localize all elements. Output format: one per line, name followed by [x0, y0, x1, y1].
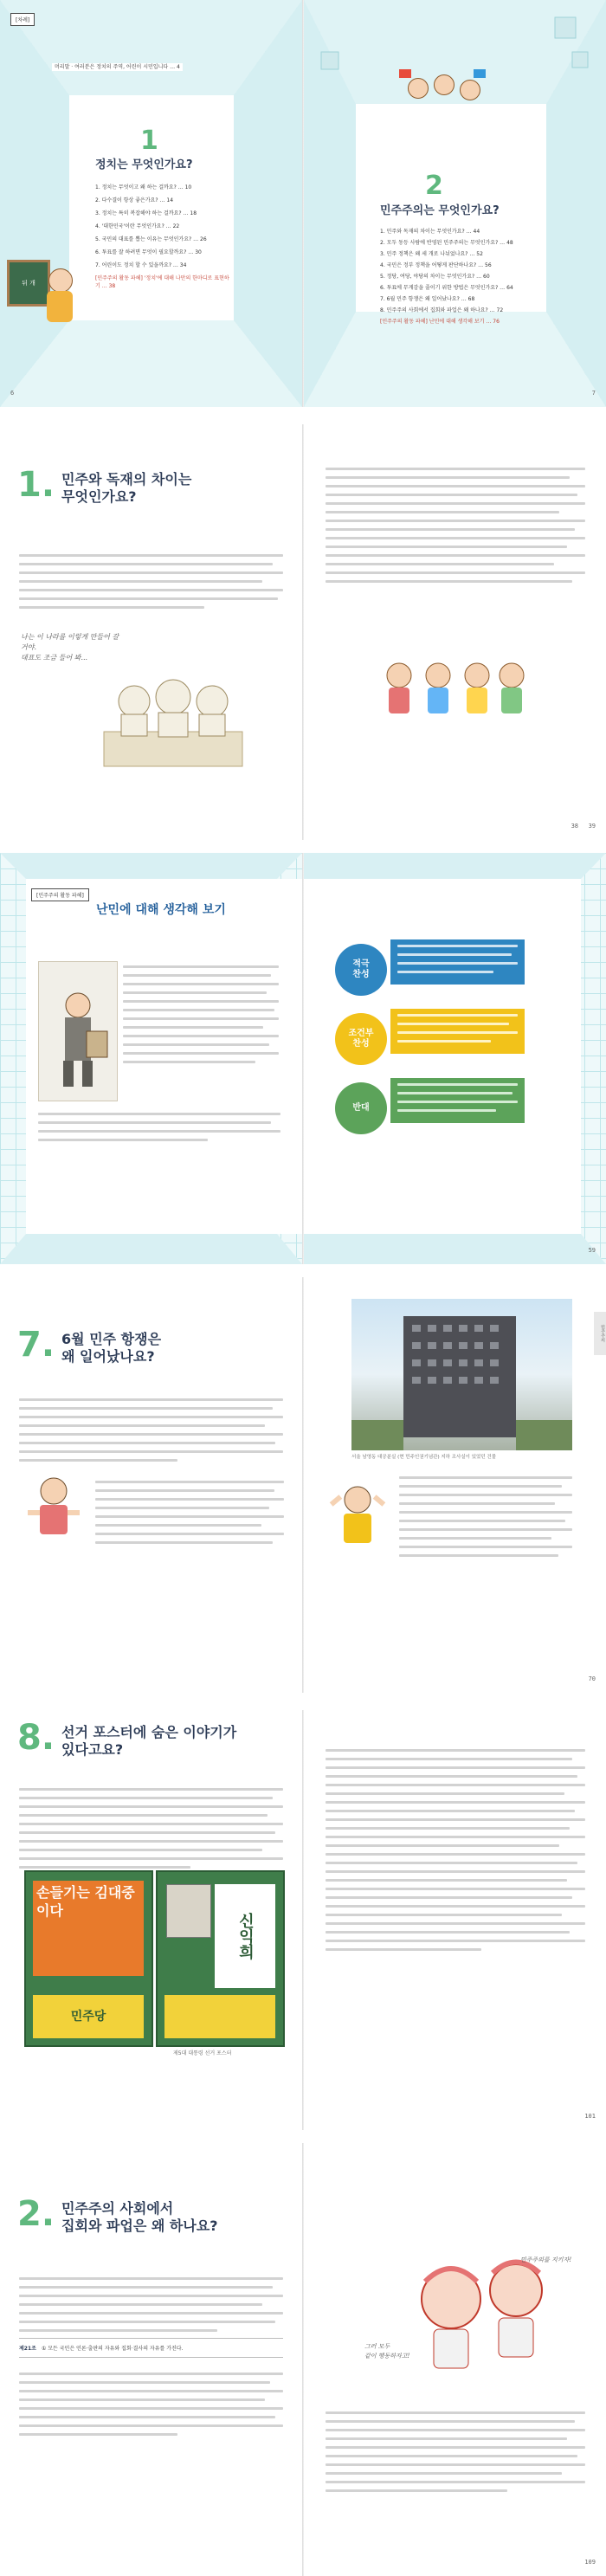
body-text-block: [326, 1749, 585, 1957]
body-text-block: [19, 554, 283, 615]
body-text-block: [326, 2411, 585, 2498]
chapter-left-page: [0, 1277, 302, 1693]
flag-icon: [474, 69, 486, 78]
statues-illustration: [95, 662, 251, 775]
building-photo: [351, 1299, 572, 1450]
activity-tag: [31, 884, 89, 901]
flag-icon: [399, 69, 411, 78]
toc-item[interactable]: 1. 정치는 무엇이고 왜 하는 걸까요? … 10: [95, 184, 192, 190]
chapter-title: 6월 민주 항쟁은 왜 일어났나요?: [61, 1331, 162, 1365]
quote-article: 제21조: [19, 2346, 36, 2352]
toc-tag: [차례]: [10, 13, 35, 26]
page-number-right: 39: [588, 823, 596, 830]
opinion-box-against: [390, 1078, 525, 1123]
toc-item[interactable]: 3. 정치는 특히 복잡해야 하는 걸까요? … 18: [95, 210, 197, 216]
page-number: 59: [588, 1247, 596, 1254]
chapter-spread-1: [0, 424, 606, 840]
toc-item[interactable]: 2. 모두 동등 사람에 반영된 민주주의는 무엇인가요? … 48: [380, 240, 513, 246]
toc-header: [10, 9, 35, 26]
page-number: 7: [591, 390, 596, 397]
chapter-heading: [17, 1327, 161, 1365]
part-title-1: 정치는 무엇인가요?: [95, 158, 193, 171]
side-tab-label: 민주주의: [600, 1325, 605, 1342]
toc-item[interactable]: 5. 국민의 대표를 뽑는 이유는 무엇인가요? … 26: [95, 236, 207, 242]
activity-tag-label: [민주주의 활동 파헤]: [31, 888, 89, 901]
toc-item[interactable]: 1. 민주와 독재의 차이는 무엇인가요? … 44: [380, 229, 480, 235]
toc-item[interactable]: 5. 정당, 여당, 야당의 차이는 무엇인가요? … 60: [380, 274, 490, 280]
body-text-block: [19, 2277, 283, 2338]
chapter-number: 7.: [17, 1325, 55, 1365]
body-text-block: [123, 965, 279, 1069]
chapter-spread-8: [0, 1710, 606, 2130]
toc-item[interactable]: 2. 다수결이 항상 좋은가요? … 14: [95, 197, 174, 203]
chapter-title: 민주주의 사회에서 집회와 파업은 왜 하나요?: [61, 2200, 218, 2234]
body-text-block: [95, 1481, 284, 1550]
toc-right-page: [304, 0, 606, 407]
position-circle-strong-yes[interactable]: 적극 찬성: [335, 944, 387, 996]
body-text-block: [19, 1398, 283, 1468]
election-poster-left: [24, 1870, 153, 2047]
toc-item[interactable]: 4. '대한민국'이란 무엇인가요? … 22: [95, 223, 180, 229]
chapter-left-page: [0, 2143, 302, 2576]
protest-illustration: [399, 2247, 572, 2386]
toc-item[interactable]: 6. 투표에 무게감을 줄이기 위한 방법은 무엇인가요? … 64: [380, 285, 513, 291]
chapter-heading: [17, 1718, 237, 1759]
body-text-block: [38, 1113, 280, 1147]
side-tab: [594, 1312, 606, 1355]
character-head: [408, 78, 429, 99]
chapter-heading: [17, 465, 192, 506]
position-circle-conditional[interactable]: 조건부 찬성: [335, 1013, 387, 1065]
chapter-title: 선거 포스터에 숨은 이야기가 있다고요?: [61, 1724, 237, 1758]
chapter-number: 2.: [17, 2194, 55, 2234]
flag-characters-illustration: [399, 69, 486, 113]
toc-item[interactable]: 8. 민주주의 사회에서 집회와 파업은 왜 하나요? … 72: [380, 307, 504, 313]
chapter-heading: [17, 2194, 218, 2235]
toc-note[interactable]: [민주주의 활동 파헤] 난민에 대해 생각해 보기 … 76: [380, 319, 500, 325]
quote-text: ① 모든 국민은 언론·출판의 자유와 집회·결사의 자유를 가진다.: [41, 2346, 184, 2352]
chapter-left-page: [0, 424, 302, 840]
position-circle-against[interactable]: 반대: [335, 1082, 387, 1134]
citizens-illustration: [373, 654, 529, 723]
activity-spread: [0, 853, 606, 1264]
opinion-box-strong-yes: [390, 939, 525, 985]
toc-item[interactable]: 4. 국민은 정부 정책을 어떻게 판단하나요? … 56: [380, 262, 492, 268]
page-number: 109: [584, 2559, 596, 2566]
grid-perspective-right: [304, 0, 606, 407]
protester-illustration: [19, 1472, 88, 1550]
poster-slogan: 손들기는 김대중이다: [33, 1881, 144, 1976]
handwritten-shout-2: 민주주의를 지키자!: [520, 2256, 572, 2263]
chapter-left-page: [0, 1710, 302, 2130]
part-title-2: 민주주의는 무엇인가요?: [380, 204, 500, 217]
toc-list-1: [95, 178, 234, 294]
preface-text: 머리말 · 여러분은 정치의 주역, 어린이 시민입니다 … 4: [52, 63, 183, 71]
refugee-illustration: [38, 961, 118, 1101]
poster-name: 신익희: [215, 1884, 275, 1988]
toc-item[interactable]: 6. 투표를 잘 하려면 무엇이 필요할까요? … 30: [95, 249, 202, 255]
chapter-number: 8.: [17, 1718, 55, 1758]
election-poster-right: [156, 1870, 285, 2047]
chalkboard-illustration: [7, 251, 76, 329]
activity-right-page: [96, 853, 606, 1264]
opinion-box-conditional: [390, 1009, 525, 1054]
toc-left-page: [0, 0, 302, 407]
chapter-spread-2: [0, 2143, 606, 2576]
photo-caption: 서울 남영동 대공분실 (현 민주인권기념관) 지하 조사실이 있었던 건물: [351, 1455, 497, 1460]
kid-figure: [48, 268, 73, 293]
toc-list-2: [380, 223, 545, 328]
candidate-photo: [166, 1884, 211, 1938]
page-number: 101: [584, 2113, 596, 2120]
page-number: 70: [588, 1675, 596, 1682]
chalkboard-text: 뒤 개: [22, 280, 35, 287]
handwritten-shout-1: 그러 모두 같이 행동하자고!: [364, 2343, 410, 2360]
page-number: 6: [10, 390, 15, 397]
handwritten-note: 나는 이 나라를 이렇게 만들어 갈 거야. 대표도 조금 들어 봐...: [21, 633, 119, 662]
constitution-quote: [19, 2338, 283, 2358]
page-number-left: 38: [571, 823, 578, 830]
part-number-2: 2: [425, 171, 443, 201]
chapter-right-page: [304, 2143, 606, 2576]
building-graphic: [351, 1299, 572, 1450]
character-head: [434, 74, 455, 95]
toc-note[interactable]: [민주주의 활동 파헤] '정치'에 대해 나만의 한마디로 표현하기 … 38: [95, 275, 229, 289]
poster-caption: 제5대 대통령 선거 포스터: [173, 2050, 232, 2056]
body-text-block: [19, 1788, 283, 1875]
refugee-figure: [39, 962, 117, 1101]
chalkboard: [7, 260, 50, 307]
activity-title: 난민에 대해 생각해 보기: [96, 903, 226, 917]
preface-line: [52, 62, 183, 70]
part-number-1: 1: [140, 126, 158, 156]
chapter-right-page: [304, 1710, 606, 2130]
chapter-spread-7: [0, 1277, 606, 1693]
toc-spread: [0, 0, 606, 407]
body-text-block: [19, 2373, 283, 2442]
poster-footer: 민주당: [33, 1995, 144, 2038]
kid-body: [47, 291, 73, 322]
cheering-illustration: [323, 1481, 392, 1559]
body-text-block: [399, 1476, 572, 1563]
toc-item[interactable]: 7. 어린이도 정치 할 수 있을까요? … 34: [95, 262, 187, 268]
chapter-right-page: [304, 424, 606, 840]
toc-item[interactable]: 7. 6월 민주 항쟁은 왜 일어났나요? … 68: [380, 296, 475, 302]
body-text-block: [326, 468, 585, 589]
chapter-right-page: [304, 1277, 606, 1693]
chapter-number: 1.: [17, 465, 55, 505]
toc-item[interactable]: 3. 민주 정책은 왜 세 개로 나뉘었나요? … 52: [380, 251, 483, 257]
poster-footer-right: [164, 1995, 275, 2038]
character-head: [460, 80, 480, 100]
chapter-title: 민주와 독재의 차이는 무엇인가요?: [61, 471, 192, 505]
